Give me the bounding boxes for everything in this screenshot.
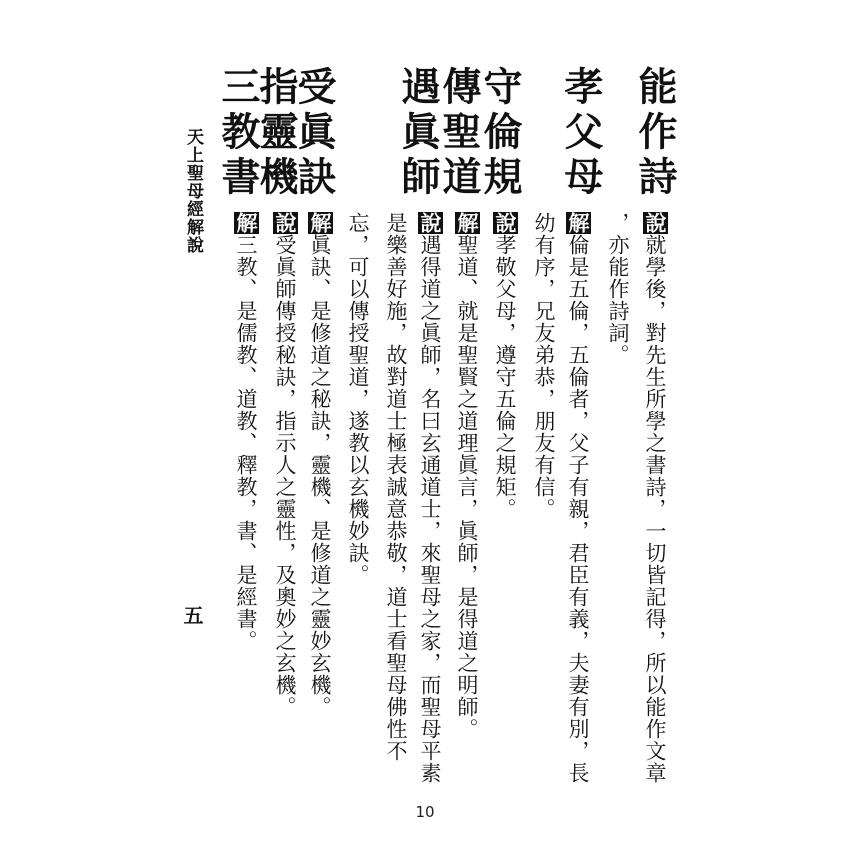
annotation-marker: 解 [455,212,480,234]
annotation-text: 忘，可以傳授聖道，遂教以玄機妙訣。 [346,212,370,586]
annotation-text: 倫是五倫，五倫者，父子有親，君臣有義，夫妻有別，長 [566,234,590,784]
verse-heading: 指靈機 [253,66,299,201]
verse-heading: 守倫規 [477,66,523,201]
annotation-text: 是樂善好施，故對道士極表誠意恭敬，道士看聖母佛性不 [384,212,408,762]
annotation-text: 幼有序，兄友弟恭，朋友有信。 [532,212,556,520]
annotation-column [568,212,589,784]
verse-heading: 孝父母 [558,66,604,201]
annotation-column [457,212,478,740]
annotation-column [385,212,406,762]
annotation-text: 就學後，對先生所學之書詩，一切皆記得，所以能作文章 [643,234,667,784]
folio-chinese-numeral: 五 [180,605,204,625]
annotation-column [310,212,331,718]
annotation-text: 孝敬父母，遵守五倫之規矩。 [493,234,517,520]
annotation-marker: 解 [566,212,591,234]
annotation-column [275,212,296,718]
annotation-text: 受眞師傳授秘訣，指示人之靈性，及奧妙之玄機。 [273,234,297,718]
annotation-marker: 說 [643,212,668,234]
annotation-text: 三教、是儒教、道教、釋教，書、是經書。 [234,234,258,652]
annotation-text: 眞訣、是修道之秘訣，靈機、是修道之靈妙玄機。 [308,234,332,718]
verse-heading: 受眞訣 [291,66,337,201]
annotation-column [495,212,516,520]
annotation-column [607,212,628,366]
annotation-marker: 解 [234,212,259,234]
annotation-marker: 解 [308,212,333,234]
annotation-column [645,212,666,784]
annotation-column [236,212,257,652]
annotation-column [347,212,368,586]
verse-heading: 遇眞師 [395,66,441,201]
verse-heading: 傳聖道 [436,66,482,201]
annotation-text: ，亦能作詩詞。 [606,212,630,366]
annotation-marker: 說 [273,212,298,234]
running-head: 天上聖母經解說 [183,128,203,254]
page-number: 10 [415,803,435,821]
annotation-marker: 說 [493,212,518,234]
verse-heading: 能作詩 [632,66,678,201]
annotation-text: 聖道、就是聖賢之道理眞言，眞師，是得道之明師。 [455,234,479,740]
verse-heading: 三教書 [215,66,261,201]
annotation-column [533,212,554,520]
annotation-marker: 說 [418,212,443,234]
annotation-column [420,212,441,784]
annotation-text: 遇得道之眞師，名曰玄通道士，來聖母之家，而聖母平素 [418,234,442,784]
